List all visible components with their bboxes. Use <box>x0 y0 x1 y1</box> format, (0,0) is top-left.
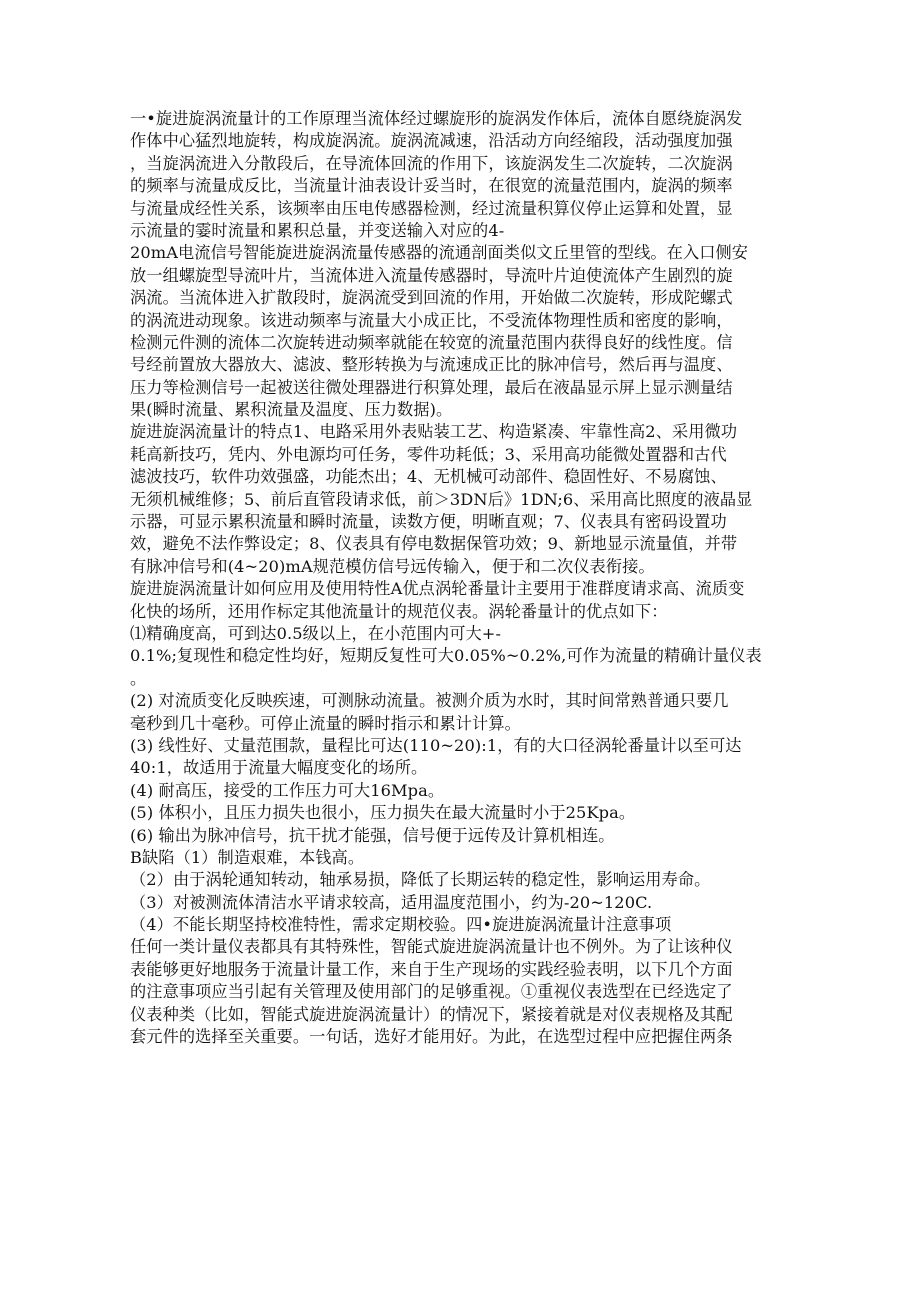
text-line: 效，避免不法作弊设定；8、仪表具有停电数据保管功效；9、新地显示流量值，并带 <box>130 534 738 554</box>
text-line: 的注意事项应当引起有关管理及使用部门的足够重视。①重视仪表选型在已经选定了 <box>130 982 733 1002</box>
text-line: 旋进旋涡流量计如何应用及使用特性A优点涡轮番量计主要用于准群度请求高、流质变 <box>130 579 745 599</box>
text-line: 示流量的霎时流量和累积总量，并变送输入对应的4- <box>130 220 505 240</box>
text-line: 表能够更好地服务于流量计量工作，来自于生产现场的实践经验表明，以下几个方面 <box>130 959 733 979</box>
document-body <box>130 108 790 1048</box>
text-line: 40:1，故适用于流量大幅度变化的场所。 <box>130 758 428 778</box>
text-line: （3）对被测流体清洁水平请求较高，适用温度范围小，约为-20~120C. <box>130 892 653 912</box>
text-line: 无须机械维修；5、前后直管段请求低，前＞3DN后》1DN;6、采用高比照度的液晶显 <box>130 489 753 509</box>
text-line: (2) 对流质变化反映疾速，可测脉动流量。被测介质为水时，其时间常熟普通只要几 <box>130 691 729 711</box>
text-line: 号经前置放大器放大、滤波、整形转换为与流速成正比的脉冲信号，然后再与温度、 <box>130 355 733 375</box>
text-line: 化快的场所，还用作标定其他流量计的规范仪表。涡轮番量计的优点如下： <box>130 601 668 621</box>
text-line: ，当旋涡流进入分散段后，在导流体回流的作用下，该旋涡发生二次旋转，二次旋涡 <box>130 153 733 173</box>
text-line: 涡流。当流体进入扩散段时，旋涡流受到回流的作用，开始做二次旋转，形成陀螺式 <box>130 288 733 308</box>
text-line: 作体中心猛烈地旋转，构成旋涡流。旋涡流减速，沿活动方向经缩段，活动强度加强 <box>130 131 733 151</box>
text-line: （4）不能长期坚持校准特性，需求定期校验。四•旋进旋涡流量计注意事项 <box>130 915 672 935</box>
text-line: 一•旋进旋涡流量计的工作原理当流体经过螺旋形的旋涡发作体后，流体自愿绕旋涡发 <box>130 109 743 128</box>
text-line: 耗高新技巧，凭内、外电源均可任务，零件功耗低；3、采用高功能微处置器和古代 <box>130 444 727 464</box>
text-line: 仪表种类（比如，智能式旋进旋涡流量计）的情况下，紧接着就是对仪表规格及其配 <box>130 1004 733 1024</box>
text-line: 检测元件测的流体二次旋转进动频率就能在较宽的流量范围内获得良好的线性度。信 <box>130 332 733 352</box>
text-line: 任何一类计量仪表都具有其特殊性，智能式旋进旋涡流量计也不例外。为了让该种仪 <box>130 937 733 957</box>
text-line: B缺陷（1）制造艰难，本钱高。 <box>130 847 365 867</box>
text-line: 滤波技巧，软件功效强盛，功能杰出；4、无机械可动部件、稳固性好、不易腐蚀、 <box>130 467 727 487</box>
text-line: 果(瞬时流量、累积流量及温度、压力数据)。 <box>130 400 453 420</box>
text-line: (5) 体积小，且压力损失也很小，压力损失在最大流量时小于25Kpa。 <box>130 803 636 823</box>
text-line: 套元件的选择至关重要。一句话，选好才能用好。为此，在选型过程中应把握住两条 <box>130 1027 733 1047</box>
text-line: 0.1%;复现性和稳定性均好，短期反复性可大0.05%~0.2%,可作为流量的精确计量仪表 <box>130 646 762 666</box>
text-line: ⑴精确度高，可到达0.5级以上，在小范围内可大+- <box>130 623 502 643</box>
text-line: 旋进旋涡流量计的特点1、电路采用外表贴装工艺、构造紧凑、牢靠性高2、采用微功 <box>130 422 738 442</box>
text-line: 示器，可显示累积流量和瞬时流量，读数方便，明晰直观；7、仪表具有密码设置功 <box>130 512 727 532</box>
text-line: 放一组螺旋型导流叶片，当流体进入流量传感器时，导流叶片迫使流体产生剧烈的旋 <box>130 265 733 285</box>
text-line: 。 <box>130 668 147 688</box>
text-line: (3) 线性好、丈量范围款，量程比可达(110~20):1，有的大口径涡轮番量计以至可达 <box>130 735 742 755</box>
text-line: 有脉冲信号和(4~20)mA规范模仿信号远传输入，便于和二次仪表衔接。 <box>130 556 655 576</box>
text-line: 的涡流进动现象。该进动频率与流量大小成正比，不受流体物理性质和密度的影响， <box>130 310 733 330</box>
text-line: 毫秒到几十毫秒。可停止流量的瞬时指示和累计计算。 <box>130 713 521 733</box>
text-line: (6) 输出为脉冲信号，抗干扰才能强，信号便于远传及计算机相连。 <box>130 825 615 845</box>
text-line: (4) 耐高压，接受的工作压力可大16Mpa。 <box>130 780 445 800</box>
text-line: （2）由于涡轮通知转动，轴承易损，降低了长期运转的稳定性，影响运用寿命。 <box>130 870 711 890</box>
text-line: 压力等检测信号一起被送往微处理器进行积算处理，最后在液晶显示屏上显示测量结 <box>130 377 733 397</box>
text-line: 20mA电流信号智能旋进旋涡流量传感器的流通剖面类似文丘里管的型线。在入口侧安 <box>130 243 749 263</box>
text-line: 与流量成经性关系，该频率由压电传感器检测，经过流量积算仪停止运算和处置，显 <box>130 198 733 218</box>
text-line: 的频率与流量成反比，当流量计油表设计妥当时，在很宽的流量范围内，旋涡的频率 <box>130 176 733 196</box>
